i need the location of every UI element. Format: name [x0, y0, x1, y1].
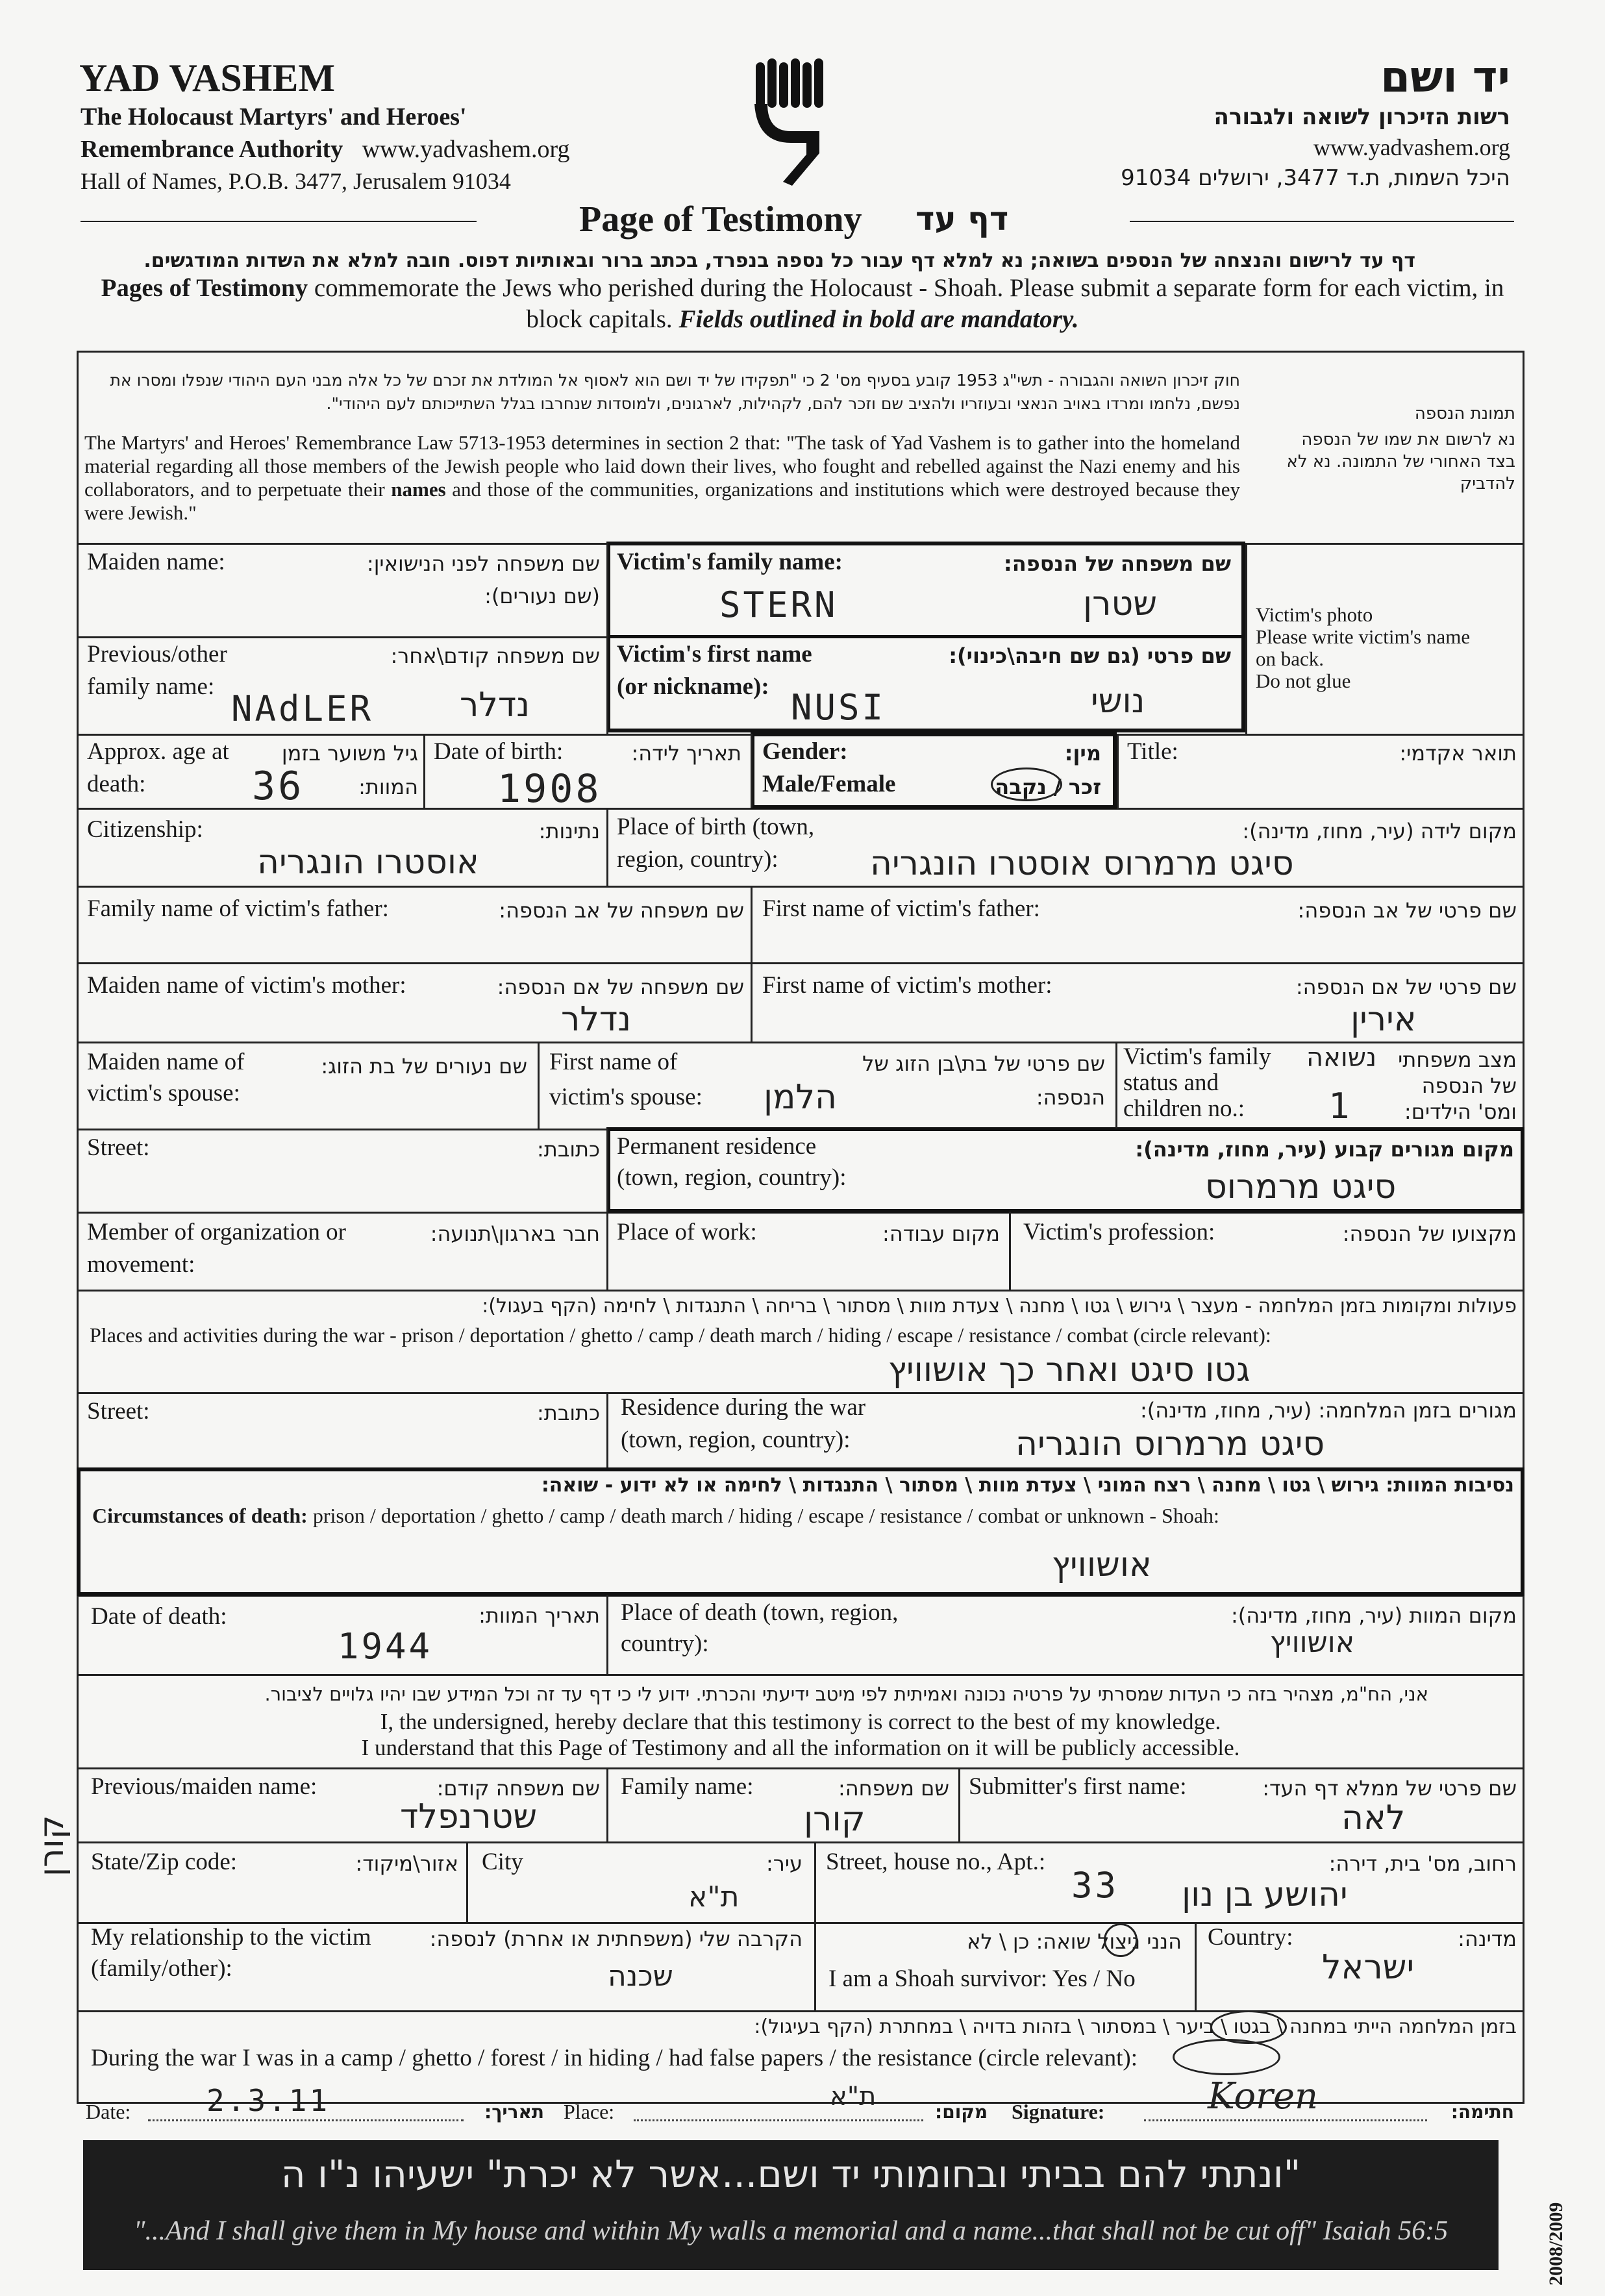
victim-name-divider — [606, 635, 1245, 638]
row-line — [77, 886, 1524, 888]
col-line — [958, 1767, 960, 1841]
org-line2-en — [81, 135, 569, 164]
gender-circle-mark[interactable] — [991, 767, 1062, 801]
submitter-first-label-he: שם פרטי של ממלא דף העד: — [1262, 1776, 1517, 1801]
org-name-he: יד ושם — [1380, 52, 1510, 102]
maiden-name-label: Maiden name: — [87, 549, 225, 575]
permanent-label-he: מקום מגורים קבוע (עיר, מחוז, מדינה): — [1135, 1137, 1514, 1162]
org-line1-en: The Holocaust Martyrs' and Heroes' — [81, 103, 467, 131]
father-family-label-he: שם משפחה של אב הנספה: — [499, 898, 744, 923]
father-family-label: Family name of victim's father: — [87, 895, 389, 922]
mother-maiden-label-he: שם משפחה של אם הנספה: — [497, 975, 744, 999]
permanent-label-1: Permanent residence — [617, 1133, 817, 1160]
permanent-label-2: (town, region, country): — [617, 1164, 847, 1191]
org-address-en: Hall of Names, P.O.B. 3477, Jerusalem 91034 — [81, 168, 511, 194]
member-org-label-he: חבר בארגון\תנועה: — [430, 1221, 600, 1246]
activities-label-he: פעולות ומקומות בזמן המלחמה - מעצר \ גירוש \ גטו \ מחנה \ צעדת מוות \ מסתור \ בריחה \ התנגדות \ לחימה (הקף בעגול): — [482, 1295, 1517, 1317]
prev-family-value[interactable]: NAdLER — [231, 688, 374, 729]
war-residence-label-2: (town, region, country): — [621, 1427, 851, 1453]
submitter-prev-label-he: שם משפחה קודם: — [436, 1776, 600, 1801]
org-url-he-side: www.yadvashem.org — [1313, 134, 1510, 160]
war-submitter-label-en: During the war I was in a camp / ghetto / forest / in hiding / had false papers / the resistance (circle relevant): — [91, 2045, 1138, 2071]
city-label-he: עיר: — [765, 1851, 802, 1876]
family-status-label-he-3: ומס' הילדים: — [1404, 1099, 1517, 1124]
pob-value-he[interactable]: סיגט מרמרוס אוסטרו הונגריה — [870, 844, 1294, 883]
war-street-label-he: כתובת: — [537, 1401, 600, 1425]
war-submitter-label-he: בזמן המלחמה הייתי במחנה \ בגטו \ ביער \ במסתור \ בזהות בדויה \ במחתרת (הקף בעיגול): — [754, 2015, 1517, 2038]
submitter-family-label-he: שם משפחה: — [838, 1776, 949, 1801]
family-status-label-he-2: של הנספה — [1421, 1073, 1517, 1098]
age-label-2: death: — [87, 771, 146, 797]
col-line — [606, 1767, 608, 1841]
member-org-label-1: Member of organization or — [87, 1219, 346, 1245]
war-street-label: Street: — [87, 1398, 150, 1425]
header-rule-right — [1130, 221, 1514, 222]
submitter-street-label: Street, house no., Apt.: — [826, 1849, 1046, 1875]
row-line — [77, 1767, 1524, 1769]
circumstances-label-he: נסיבות המוות: גירוש \ גטו \ מחנה \ רצח המוני \ צעדת מוות \ מסתור \ התנגדות \ לחימה או לא ידוע - שואה: — [541, 1474, 1514, 1497]
zip-label: State/Zip code: — [91, 1849, 238, 1875]
col-line — [814, 1841, 816, 1922]
law-en-post: and those of the communities, organizations and institutions which were destroyed because they were Jewish." — [84, 478, 1241, 524]
dob-label: Date of birth: — [434, 738, 564, 765]
city-label: City — [482, 1849, 523, 1875]
survivor-label-he: הנני ניצול שואה: כן \ לא — [967, 1929, 1182, 1954]
ghetto-en-circle-mark[interactable] — [1173, 2039, 1280, 2075]
activities-value-he[interactable]: גטו סיגט ואחר כך אושוויץ — [888, 1351, 1250, 1390]
col-line — [606, 543, 608, 734]
spouse-maiden-label-he: שם נעורים של בת הזוג: — [321, 1054, 527, 1079]
citizenship-value-he[interactable]: אוסטרו הונגריה — [257, 843, 479, 882]
col-line — [1195, 1922, 1197, 2010]
date-label: Date: — [86, 2100, 131, 2123]
col-line — [1245, 543, 1247, 734]
intro-en-bold: Pages of Testimony — [101, 274, 308, 302]
declaration-he: אני, הח"מ, מצהיר בזה כי העדות שמסרתי על פרטיה נכונה ואמיתית לפי מיטב ידיעתי והכרתי. ידוע לי כי דף עד זה וכל המידע שבו יהיו גלויים לציבור. — [264, 1683, 1428, 1705]
first-name-label-2: (or nickname): — [617, 673, 769, 700]
zip-label-he: אזור\מיקוד: — [355, 1851, 458, 1876]
mother-first-label-he: שם פרטי של אם הנספה: — [1295, 975, 1517, 999]
col-line — [814, 1922, 816, 2010]
citizenship-label-he: נתינות: — [538, 819, 600, 843]
photo-en-4: Do not glue — [1256, 669, 1351, 692]
row-line — [77, 636, 606, 638]
submitter-first-value-he[interactable]: לאה — [1341, 1799, 1406, 1838]
photo-text-he: נא לרשום את שמו של הנספה בצד האחורי של התמונה. נא לא להדביק — [1286, 430, 1515, 493]
place-death-value-he[interactable]: אושוויץ — [1270, 1626, 1355, 1659]
pob-label-2: region, country): — [617, 846, 778, 873]
pob-label-he: מקום לידה (עיר, מחוז, מדינה): — [1242, 819, 1517, 843]
country-label: Country: — [1208, 1924, 1293, 1951]
pob-label-1: Place of birth (town, — [617, 814, 815, 840]
side-code: 2008/2009 — [1545, 2202, 1567, 2286]
street-label-he: כתובת: — [537, 1137, 600, 1162]
signature-label: Signature: — [1012, 2100, 1105, 2123]
header-rule-left — [81, 221, 477, 222]
circumstances-value-he[interactable]: אושוויץ — [1052, 1545, 1152, 1584]
family-status-value-he[interactable]: נשואה — [1306, 1043, 1377, 1073]
photo-en-1: Victim's photo — [1256, 603, 1373, 626]
submitter-prev-label: Previous/maiden name: — [91, 1773, 317, 1800]
country-label-he: מדינה: — [1458, 1927, 1517, 1951]
citizenship-label: Citizenship: — [87, 816, 203, 843]
maiden-name-label-he: שם משפחה לפני הנישואין: — [366, 551, 600, 576]
title-label: Title: — [1127, 738, 1178, 765]
spouse-first-label-2: victim's spouse: — [549, 1084, 703, 1110]
first-name-label-he: שם פרטי (גם שם חיבה\כינוי): — [949, 643, 1231, 668]
row-line — [77, 2010, 1524, 2012]
survivor-label-en: I am a Shoah survivor: Yes / No — [828, 1965, 1136, 1992]
col-line — [606, 1212, 608, 1290]
title-label-he: תואר אקדמי: — [1399, 741, 1517, 766]
first-name-value[interactable]: NUSI — [791, 687, 886, 728]
age-label-1: Approx. age at — [87, 738, 229, 765]
prev-family-value-he[interactable]: נדלר — [460, 686, 530, 725]
place-line — [634, 2119, 923, 2121]
row-line — [77, 962, 1524, 964]
relationship-label-he: הקרבה שלי (משפחתית או אחרת) לנספה: — [429, 1927, 802, 1951]
law-text-en — [84, 431, 1240, 525]
col-line — [423, 734, 425, 808]
col-line — [538, 1042, 540, 1129]
street-label: Street: — [87, 1134, 150, 1161]
circumstances-label-en — [92, 1504, 1219, 1528]
prev-family-label-1: Previous/other — [87, 641, 227, 668]
photo-title-he: תמונת הנספה — [1414, 404, 1515, 423]
profession-label: Victim's profession: — [1023, 1219, 1215, 1245]
place-value-he[interactable]: ת"א — [830, 2082, 877, 2112]
father-first-label-he: שם פרטי של אב הנספה: — [1297, 898, 1517, 923]
law-text-he: חוק זיכרון השואה והגבורה - תשי"ג 1953 קובע בסעיף מס' 2 כי "תפקידו של יד ושם הוא לאסוף אל המולדת את זכרם של כל אלה מבני העם היהודי שנפלו ומסרו את נפשם, נלחמו ומרדו באויב הנאצי ובעוזריו ולהציב שם וזכר להם, לקהילות, לארגונים, ולמוסדות שנחרבו בגלל השתייכותם לעם היהודי". — [110, 371, 1240, 413]
gender-label-1: Gender: — [762, 738, 848, 765]
spouse-first-label-he-1: שם פרטי של בת\בן הזוג של — [862, 1051, 1105, 1076]
org-line2-text: Remembrance Authority — [81, 136, 343, 163]
form-title-en: Page of Testimony — [579, 199, 862, 240]
col-line — [751, 886, 753, 1042]
declaration-en-2: I understand that this Page of Testimony and all the information on it will be publicly accessible. — [361, 1735, 1240, 1760]
father-first-label: First name of victim's father: — [762, 895, 1040, 922]
place-label-he: מקום: — [935, 2101, 988, 2123]
family-name-value[interactable]: STERN — [719, 584, 838, 625]
relationship-label-1: My relationship to the victim — [91, 1924, 371, 1951]
city-value-he[interactable]: ת"א — [688, 1880, 740, 1914]
mother-first-value-he[interactable]: אירין — [1350, 1000, 1417, 1039]
row-line — [77, 1674, 1524, 1676]
relationship-value-he[interactable]: שכנה — [608, 1960, 673, 1993]
profession-label-he: מקצועו של הנספה: — [1342, 1221, 1517, 1246]
col-line — [606, 1392, 608, 1467]
col-line — [751, 734, 753, 808]
col-line — [1117, 734, 1119, 808]
org-line1-he: רשות הזיכרון לשואה ולגבורה — [1213, 104, 1510, 130]
work-label-he: מקום עבודה: — [882, 1221, 1000, 1246]
first-name-label-1: Victim's first name — [617, 641, 812, 668]
col-line — [606, 1595, 608, 1674]
family-name-value-he[interactable]: שטרן — [1083, 584, 1158, 623]
submitter-family-value-he[interactable]: קורן — [804, 1800, 865, 1839]
gender-label-he-1: מין: — [1064, 741, 1101, 766]
row-line — [77, 1841, 1524, 1843]
date-death-value[interactable]: 1944 — [338, 1626, 433, 1667]
intro-en-italic: Fields outlined in bold are mandatory. — [678, 305, 1079, 333]
age-value[interactable]: 36 — [252, 764, 305, 809]
spouse-first-label-1: First name of — [549, 1049, 678, 1075]
family-name-label: Victim's family name: — [617, 549, 843, 575]
org-address-he: היכל השמות, ת.ד 3477, ירושלים 91034 — [1121, 165, 1510, 191]
permanent-value-he[interactable]: סיגט מרמרוס — [1205, 1167, 1397, 1206]
place-death-label-he: מקום המוות (עיר, מחוז, מדינה): — [1230, 1603, 1517, 1628]
margin-note-he: קורן — [32, 1815, 71, 1877]
dob-label-he: תאריך לידה: — [631, 741, 741, 766]
member-org-label-2: movement: — [87, 1251, 195, 1278]
submitter-prev-value-he[interactable]: שטרנפלד — [400, 1797, 538, 1836]
maiden-name-label-he2: (שם נעורים): — [484, 584, 600, 608]
country-value-he[interactable]: ישראל — [1322, 1948, 1415, 1987]
war-residence-label-he: מגורים בזמן המלחמה: (עיר, מחוז, מדינה): — [1140, 1398, 1517, 1423]
form-title-he: דף עד — [915, 200, 1009, 238]
spouse-maiden-label-1: Maiden name of — [87, 1049, 245, 1075]
family-status-label-2: status and — [1123, 1069, 1219, 1096]
date-label-he: תאריך: — [484, 2101, 544, 2123]
war-residence-label-1: Residence during the war — [621, 1394, 866, 1421]
submitter-street-label-he: רחוב, מס' בית, דירה: — [1328, 1851, 1517, 1876]
col-line — [606, 1129, 608, 1212]
relationship-label-2: (family/other): — [91, 1955, 232, 1982]
spouse-first-value-he[interactable]: הלמן — [764, 1078, 838, 1117]
place-death-label-2: country): — [621, 1630, 709, 1657]
spouse-first-label-he-2: הנספה: — [1036, 1085, 1105, 1110]
date-line — [148, 2119, 464, 2121]
photo-text-en — [1256, 604, 1470, 692]
activities-label-en: Places and activities during the war - prison / deportation / ghetto / camp / death march / hiding / escape / resistance / combat (circle relevant): — [90, 1323, 1271, 1347]
family-status-label-3: children no.: — [1123, 1095, 1245, 1122]
spouse-maiden-label-2: victim's spouse: — [87, 1080, 240, 1106]
intro-en — [97, 273, 1508, 335]
banner-quote-he: "ונתתי להם בביתי ובחומותי יד ושם...אשר לא יכרת" ישעיהו נ"ו ה — [280, 2152, 1301, 2196]
first-name-value-he[interactable]: נושי — [1091, 682, 1145, 721]
gender-label-he-2: זכר / נקבה — [995, 775, 1101, 799]
submitter-street-value-he[interactable]: יהושע בן נון — [1182, 1875, 1348, 1914]
law-en-pre: The Martyrs' and Heroes' Remembrance Law 5713-1953 determines in section 2 that: "The task of Yad Vashem is to gather into the homeland material regarding all those members of the Jewish people who laid down their lives, who fought and rebelled against the Nazi enemy and his collaborators, and to perpetuate their — [84, 431, 1240, 501]
place-label: Place: — [564, 2100, 615, 2123]
survivor-no-circle-mark[interactable] — [1104, 1923, 1138, 1957]
mother-maiden-value-he[interactable]: נדלר — [561, 1000, 632, 1039]
mother-first-label: First name of victim's mother: — [762, 972, 1052, 999]
col-line — [1115, 1042, 1117, 1129]
law-en-bold: names — [391, 478, 446, 501]
row-line — [77, 1290, 1524, 1292]
photo-en-3: on back. — [1256, 647, 1325, 670]
work-label: Place of work: — [617, 1219, 757, 1245]
prev-family-label-2: family name: — [87, 673, 215, 700]
banner-quote-en: "...And I shall give them in My house and within My walls a memorial and a name...that shall not be cut off" Isaiah 56:5 — [133, 2216, 1449, 2246]
date-death-label-he: תאריך המוות: — [479, 1603, 600, 1628]
age-label-he-1: גיל משוער בזמן — [281, 741, 418, 766]
submitter-first-label: Submitter's first name: — [969, 1773, 1187, 1800]
date-value[interactable]: 2.3.11 — [206, 2083, 330, 2118]
children-count-value[interactable]: 1 — [1328, 1086, 1352, 1127]
intro-he: דף עד לרישום והנצחה של הנספים בשואה; נא למלא דף עבור כל נספה בנפרד, בכתב ברור ובאותיות דפוס. חובה למלא את השדות המודגשים. — [143, 249, 1415, 272]
col-line — [1009, 1212, 1011, 1290]
col-line — [466, 1841, 468, 1922]
submitter-family-label: Family name: — [621, 1773, 754, 1800]
intro-en-rest: commemorate the Jews who perished during the Holocaust - Shoah. Please submit a separate form for each victim, in block capitals. — [308, 274, 1504, 333]
prev-family-label-he: שם משפחה קודם\אחר: — [390, 643, 600, 668]
circumstances-label-rest: prison / deportation / ghetto / camp / death march / hiding / escape / resistance / combat or unknown - Shoah: — [307, 1504, 1219, 1527]
org-url-en: www.yadvashem.org — [362, 136, 570, 163]
date-death-label: Date of death: — [91, 1603, 227, 1630]
family-status-label-1: Victim's family — [1123, 1043, 1271, 1070]
photo-en-2: Please write victim's name — [1256, 625, 1471, 648]
quote-banner — [83, 2140, 1499, 2270]
family-status-label-he-1: מצב משפחתי — [1398, 1047, 1517, 1072]
submitter-house-no-value[interactable]: 33 — [1071, 1865, 1119, 1906]
gender-label-2: Male/Female — [762, 771, 896, 797]
family-name-label-he: שם משפחה של הנספה: — [1003, 551, 1231, 576]
signature-value[interactable]: Koren — [1208, 2075, 1319, 2117]
age-label-he-2: המוות: — [358, 775, 418, 799]
circumstances-label-bold: Circumstances of death: — [92, 1504, 308, 1527]
place-death-label-1: Place of death (town, region, — [621, 1599, 899, 1626]
declaration-en-1: I, the undersigned, hereby declare that this testimony is correct to the best of my knowledge. — [380, 1709, 1221, 1734]
signature-line — [1144, 2119, 1427, 2121]
yad-vashem-logo-icon — [752, 58, 830, 188]
signature-label-he: חתימה: — [1450, 2101, 1514, 2123]
org-name-en: YAD VASHEM — [79, 56, 336, 99]
dob-value[interactable]: 1908 — [497, 766, 602, 812]
war-residence-value-he[interactable]: סיגט מרמרוס הונגריה — [1015, 1425, 1325, 1464]
mother-maiden-label: Maiden name of victim's mother: — [87, 972, 406, 999]
col-line — [606, 808, 608, 886]
